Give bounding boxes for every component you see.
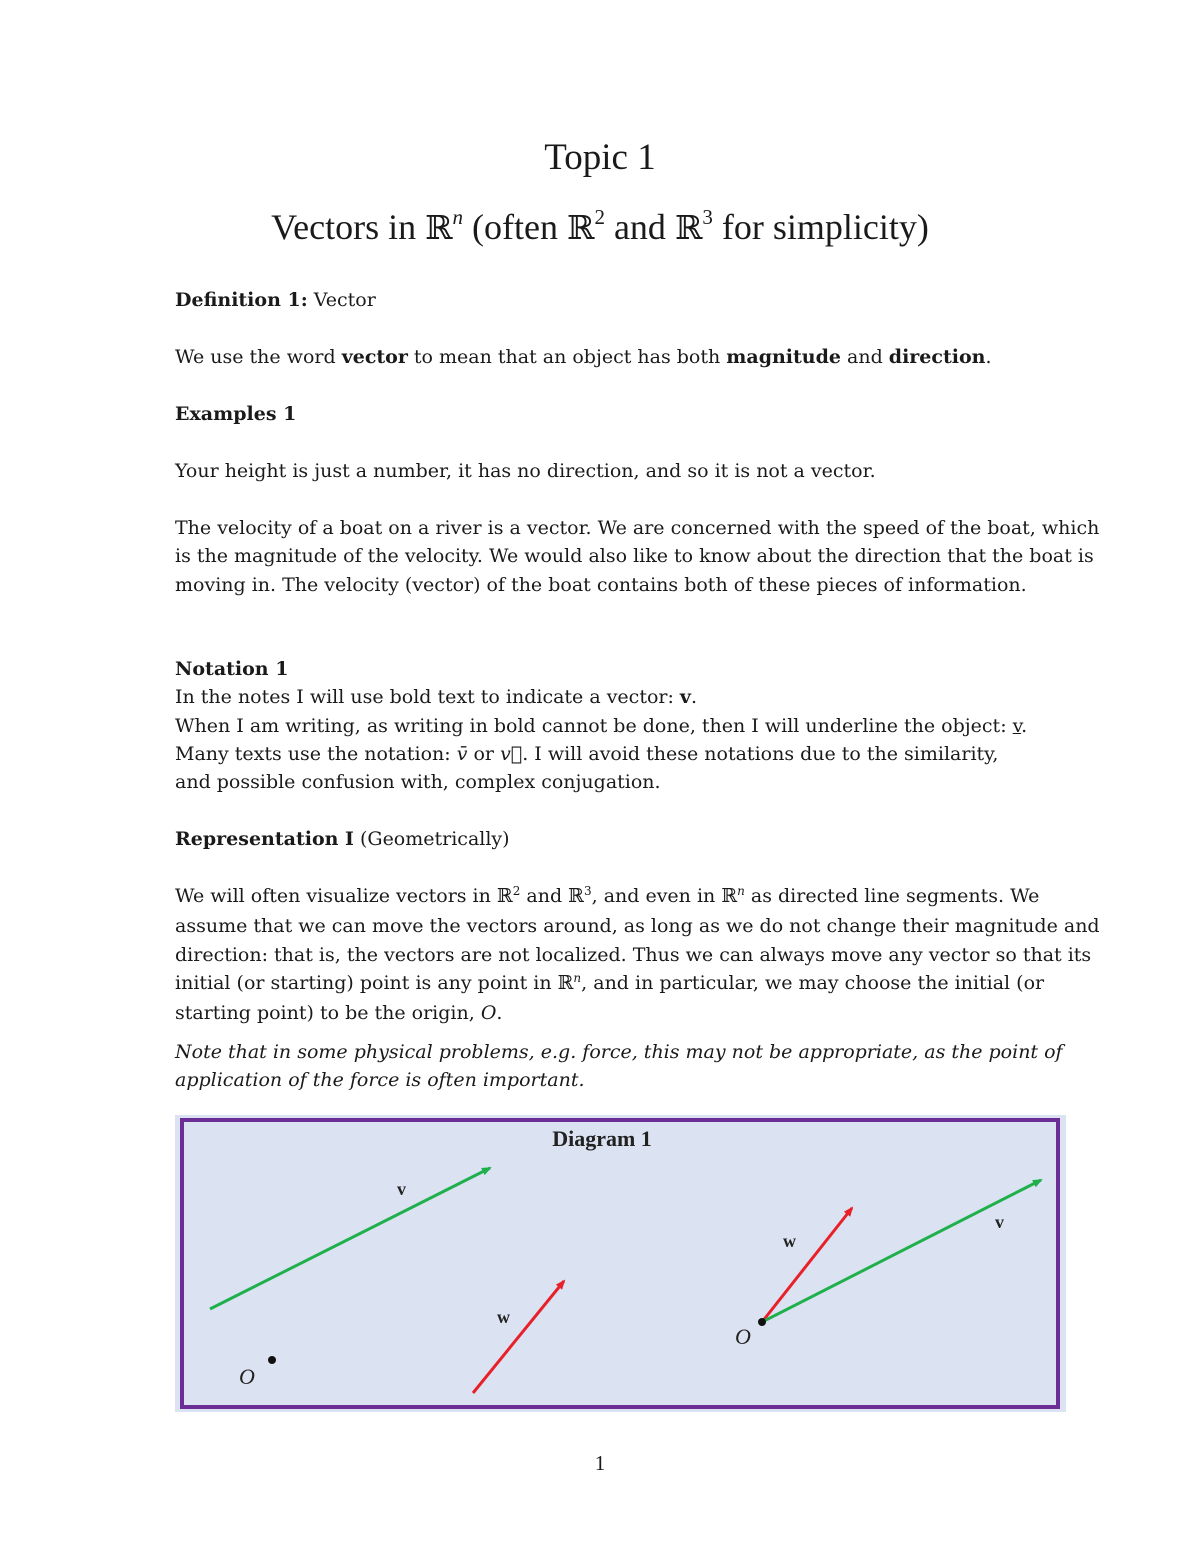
bar-v-symbol: v̄ (456, 742, 468, 765)
definition-text-3: and (840, 346, 889, 368)
bold-vector: vector (341, 346, 408, 368)
subtitle-exp-2: 2 (594, 205, 605, 229)
definition-text-2: to mean that an object has both (407, 346, 727, 368)
examples-label: Examples 1 (175, 403, 297, 425)
notation-block (175, 655, 1115, 796)
vector-w-left (473, 1281, 564, 1393)
label-v-right: v (995, 1212, 1004, 1232)
subtitle-part2: (often (463, 207, 568, 247)
reals-symbol: ℝ (721, 885, 738, 907)
rep-text-b: as directed line segments. We assume that we can move the vectors around, as long as we do not change their magnitude and direction: that is, the vectors are not localized. Thus we can always move any vector so that its initial (or starting) point is any point in (175, 885, 1100, 994)
definition-text (175, 343, 1115, 371)
examples-heading (175, 400, 1115, 428)
vector-w-right (762, 1208, 852, 1322)
page-subtitle (0, 206, 1200, 248)
reals-symbol: ℝ (557, 971, 574, 994)
notation-or: or (467, 742, 501, 765)
reals-symbol: ℝ (425, 208, 453, 247)
definition-text-1: We use the word (175, 346, 342, 368)
example-boat: The velocity of a boat on a river is a vector. We are concerned with the speed of the boat, which is the magnitude of the velocity. We would also like to know about the direction that the boat is moving in. The velocity (vector) of the boat contains both of these pieces of information. (175, 517, 1100, 596)
diagram-1 (175, 1115, 1066, 1412)
reals-symbol: ℝ (568, 885, 584, 907)
rep-text-a: We will often visualize vectors in (175, 885, 497, 907)
definition-label: Definition 1: (175, 289, 308, 311)
vector-v-right (762, 1180, 1041, 1322)
notation-line3: Many texts use the notation: (175, 742, 457, 765)
definition-heading (175, 286, 1115, 314)
origin-symbol: O (480, 1002, 497, 1025)
notation-line3-rest: . I will avoid these notations due to the similarity, (522, 742, 999, 765)
underlined-v-symbol: v (1012, 714, 1022, 737)
example-height: Your height is just a number, it has no direction, and so it is not a vector. (175, 460, 876, 482)
subtitle-and: and (604, 207, 675, 247)
diagram-border (182, 1120, 1058, 1407)
notation-line1-end: . (690, 686, 698, 709)
definition-text-4: . (985, 346, 992, 368)
bold-direction: direction (888, 346, 986, 368)
label-O-left: O (239, 1364, 255, 1389)
label-w-left: w (497, 1307, 510, 1327)
label-w-right: w (783, 1231, 796, 1251)
representation-label: Representation I (175, 828, 354, 850)
page-number: 1 (594, 1451, 606, 1475)
diagram-title: Diagram 1 (552, 1126, 652, 1151)
exp-n: n (737, 884, 745, 898)
subtitle-part3: for simplicity) (712, 207, 929, 247)
subtitle-exp-3: 3 (702, 205, 713, 229)
page-title: Topic 1 (544, 137, 656, 178)
bold-magnitude: magnitude (726, 346, 841, 368)
representation-text (175, 882, 1115, 1027)
subtitle-part1: Vectors in (271, 207, 426, 247)
rep-and: and (520, 885, 569, 907)
notation-line2: When I am writing, as writing in bold cannot be done, then I will underline the object: (175, 714, 1013, 737)
rep-end: . (496, 1002, 503, 1025)
rep-even: , and even in (591, 885, 722, 907)
definition-name: Vector (307, 289, 376, 311)
label-O-right: O (735, 1324, 751, 1349)
reals-symbol: ℝ (567, 208, 595, 247)
notation-line1: In the notes I will use bold text to indicate a vector: (175, 686, 680, 709)
notation-line4: and possible confusion with, complex conjugation. (175, 771, 661, 794)
arrow-v-symbol: v⃗ (500, 742, 523, 765)
rep-text-c: , and in particular, we may choose the initial (or starting point) to be the origin, (175, 971, 1045, 1025)
exp-n: n (573, 970, 582, 985)
notation-line2-end: . (1021, 714, 1028, 737)
label-v-left: v (397, 1179, 406, 1199)
subtitle-exp-n: n (452, 205, 464, 229)
reals-symbol: ℝ (496, 885, 513, 907)
origin-point-right (758, 1318, 766, 1326)
diagram-svg (175, 1115, 1066, 1412)
representation-heading (175, 825, 1115, 853)
exp-3: 3 (583, 884, 592, 898)
bold-v-symbol: v (679, 686, 691, 709)
exp-2: 2 (512, 884, 521, 898)
representation-note: (Geometrically) (353, 828, 510, 850)
vector-v-left (210, 1168, 490, 1309)
origin-point-left (268, 1356, 276, 1364)
reals-symbol: ℝ (674, 208, 703, 247)
representation-note-italic: Note that in some physical problems, e.g. force, this may not be appropriate, as the point of application of the force is often important. (175, 1041, 1063, 1092)
notation-label: Notation 1 (175, 658, 289, 680)
